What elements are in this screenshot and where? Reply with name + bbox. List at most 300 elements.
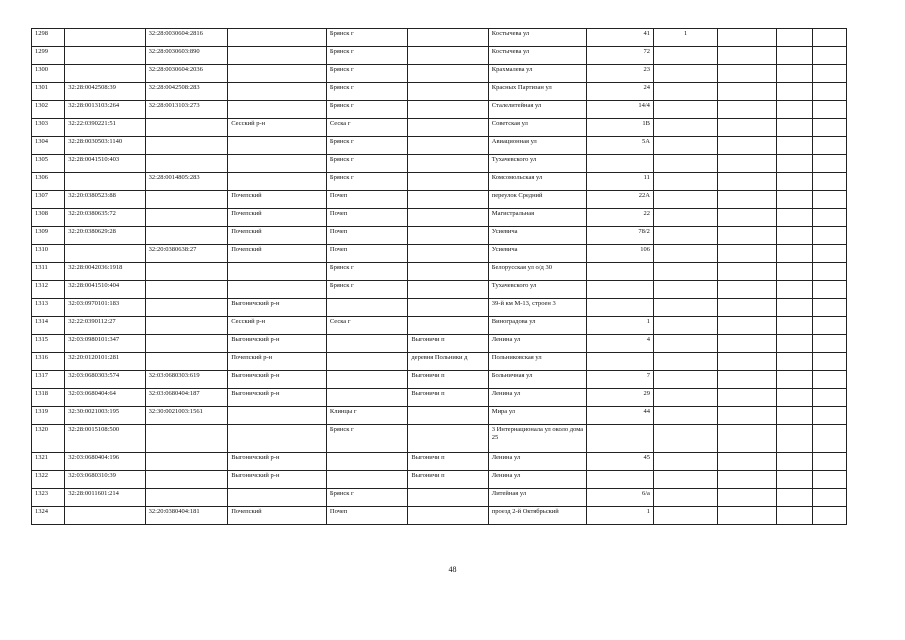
table-cell	[326, 353, 408, 371]
table-cell	[587, 353, 653, 371]
table-cell: Выгоничи п	[408, 453, 488, 471]
table-cell	[812, 173, 846, 191]
table-cell	[653, 65, 717, 83]
table-cell: Сеска г	[326, 119, 408, 137]
table-cell: Советская ул	[488, 119, 587, 137]
row-number-cell: 1302	[32, 101, 65, 119]
table-cell: Сесский р-н	[228, 119, 327, 137]
table-cell	[718, 489, 777, 507]
table-cell	[65, 507, 145, 525]
table-cell: Почеп	[326, 245, 408, 263]
table-cell	[777, 263, 812, 281]
row-number-cell: 1309	[32, 227, 65, 245]
table-cell	[653, 453, 717, 471]
row-number-cell: 1299	[32, 47, 65, 65]
table-cell	[145, 227, 228, 245]
table-cell	[653, 335, 717, 353]
row-number-cell: 1324	[32, 507, 65, 525]
row-number-cell: 1315	[32, 335, 65, 353]
table-row	[32, 317, 847, 335]
table-cell	[812, 507, 846, 525]
table-cell: Усиевича	[488, 245, 587, 263]
table-cell: Виноградова ул	[488, 317, 587, 335]
table-cell: Выгоничи п	[408, 389, 488, 407]
table-cell	[65, 47, 145, 65]
table-cell: Брянск г	[326, 173, 408, 191]
table-cell	[145, 281, 228, 299]
table-cell: Брянск г	[326, 489, 408, 507]
table-cell: 32:28:0013103:264	[65, 101, 145, 119]
table-cell	[812, 471, 846, 489]
row-number-cell: 1310	[32, 245, 65, 263]
table-cell: 32:28:0042036:1918	[65, 263, 145, 281]
table-cell	[718, 65, 777, 83]
row-number-cell: 1307	[32, 191, 65, 209]
table-cell	[653, 281, 717, 299]
table-cell: Брянск г	[326, 263, 408, 281]
table-row	[32, 101, 847, 119]
table-cell	[145, 317, 228, 335]
table-cell	[228, 83, 327, 101]
table-cell	[777, 453, 812, 471]
table-cell: 5А	[587, 137, 653, 155]
table-row	[32, 471, 847, 489]
table-cell	[408, 209, 488, 227]
row-number-cell: 1320	[32, 425, 65, 453]
table-cell: Усиевича	[488, 227, 587, 245]
table-cell: 72	[587, 47, 653, 65]
table-cell	[408, 407, 488, 425]
table-cell	[718, 507, 777, 525]
table-cell: Выгоничи п	[408, 335, 488, 353]
row-number-cell: 1304	[32, 137, 65, 155]
table-cell	[228, 101, 327, 119]
table-cell	[228, 29, 327, 47]
table-cell: 32:03:0970101:183	[65, 299, 145, 317]
table-row	[32, 489, 847, 507]
table-row	[32, 371, 847, 389]
table-cell	[653, 173, 717, 191]
table-cell	[718, 281, 777, 299]
table-cell	[408, 299, 488, 317]
table-cell	[653, 425, 717, 453]
table-cell	[718, 29, 777, 47]
row-number-cell: 1303	[32, 119, 65, 137]
table-cell: 6/а	[587, 489, 653, 507]
table-cell	[228, 425, 327, 453]
table-cell	[777, 155, 812, 173]
table-cell	[145, 155, 228, 173]
table-cell: Брянск г	[326, 425, 408, 453]
table-cell	[408, 489, 488, 507]
table-cell	[408, 173, 488, 191]
table-cell	[653, 353, 717, 371]
table-cell: 1В	[587, 119, 653, 137]
table-cell: Выгоничский р-н	[228, 453, 327, 471]
table-cell	[718, 137, 777, 155]
table-cell: 32:20:0120101:281	[65, 353, 145, 371]
row-number-cell: 1321	[32, 453, 65, 471]
table-cell	[812, 83, 846, 101]
table-cell: Сесский р-н	[228, 317, 327, 335]
table-cell	[777, 209, 812, 227]
table-cell	[777, 245, 812, 263]
table-cell: 32:30:0021003:195	[65, 407, 145, 425]
table-cell	[718, 263, 777, 281]
table-cell	[587, 471, 653, 489]
table-cell	[326, 371, 408, 389]
table-cell: Брянск г	[326, 101, 408, 119]
table-cell: 29	[587, 389, 653, 407]
table-cell: Выгоничский р-н	[228, 389, 327, 407]
table-cell	[812, 371, 846, 389]
table-cell: 1	[587, 317, 653, 335]
table-cell: 1	[587, 507, 653, 525]
table-cell: 44	[587, 407, 653, 425]
table-cell	[326, 389, 408, 407]
table-cell: Костычева ул	[488, 47, 587, 65]
table-row	[32, 227, 847, 245]
table-cell	[228, 155, 327, 173]
table-row	[32, 173, 847, 191]
table-cell	[777, 29, 812, 47]
table-cell	[653, 299, 717, 317]
table-cell	[587, 155, 653, 173]
table-cell: 32:30:0021003:1561	[145, 407, 228, 425]
table-cell	[145, 489, 228, 507]
table-cell: Почепский р-н	[228, 353, 327, 371]
row-number-cell: 1312	[32, 281, 65, 299]
table-cell	[718, 173, 777, 191]
table-cell: Брянск г	[326, 83, 408, 101]
table-cell: Почеп	[326, 209, 408, 227]
table-cell: 32:28:0015108:500	[65, 425, 145, 453]
table-row	[32, 155, 847, 173]
table-row	[32, 335, 847, 353]
table-cell	[777, 425, 812, 453]
table-cell	[65, 65, 145, 83]
table-cell	[718, 209, 777, 227]
table-cell	[653, 263, 717, 281]
table-cell: Авиационная ул	[488, 137, 587, 155]
table-cell: Клинцы г	[326, 407, 408, 425]
table-cell: 1	[653, 29, 717, 47]
table-cell: 32:03:0680404:64	[65, 389, 145, 407]
table-cell: 7	[587, 371, 653, 389]
table-cell	[777, 471, 812, 489]
table-cell	[408, 101, 488, 119]
row-number-cell: 1313	[32, 299, 65, 317]
table-cell: 32:20:0380635:72	[65, 209, 145, 227]
table-cell	[777, 299, 812, 317]
table-cell: 78/2	[587, 227, 653, 245]
table-cell: 32:28:0030604:2036	[145, 65, 228, 83]
table-cell: Тухачевского ул	[488, 281, 587, 299]
table-cell	[718, 389, 777, 407]
table-cell	[812, 453, 846, 471]
table-cell	[653, 371, 717, 389]
table-cell: Мира ул	[488, 407, 587, 425]
table-cell: 14/4	[587, 101, 653, 119]
table-cell	[653, 489, 717, 507]
table-cell: Ленина ул	[488, 453, 587, 471]
table-cell: 32:03:0980101:347	[65, 335, 145, 353]
table-row	[32, 299, 847, 317]
row-number-cell: 1316	[32, 353, 65, 371]
table-cell	[777, 173, 812, 191]
table-cell: 32:20:0380638:27	[145, 245, 228, 263]
table-cell	[145, 453, 228, 471]
row-number-cell: 1300	[32, 65, 65, 83]
table-cell	[812, 119, 846, 137]
table-cell	[145, 263, 228, 281]
table-cell	[777, 101, 812, 119]
table-cell: 45	[587, 453, 653, 471]
table-cell: Брянск г	[326, 65, 408, 83]
table-row	[32, 191, 847, 209]
table-cell: 32:03:0680303:574	[65, 371, 145, 389]
table-cell	[777, 407, 812, 425]
table-cell	[777, 353, 812, 371]
table-cell	[777, 191, 812, 209]
table-cell: Почепский	[228, 209, 327, 227]
table-cell	[228, 173, 327, 191]
table-cell	[718, 471, 777, 489]
table-cell	[145, 425, 228, 453]
table-cell: Комсомольская ул	[488, 173, 587, 191]
table-cell	[777, 371, 812, 389]
table-cell: 32:28:0041510:404	[65, 281, 145, 299]
table-cell	[718, 227, 777, 245]
table-cell	[145, 209, 228, 227]
table-cell	[718, 101, 777, 119]
table-cell	[408, 83, 488, 101]
table-cell: Ленина ул	[488, 335, 587, 353]
table-cell: Белорусская ул о/д 30	[488, 263, 587, 281]
table-cell	[812, 281, 846, 299]
table-cell: 4	[587, 335, 653, 353]
table-cell	[408, 281, 488, 299]
table-cell: Выгоничи п	[408, 471, 488, 489]
table-cell: 23	[587, 65, 653, 83]
table-cell	[408, 65, 488, 83]
table-cell	[812, 245, 846, 263]
table-cell	[812, 65, 846, 83]
table-cell	[812, 101, 846, 119]
table-cell	[777, 47, 812, 65]
table-cell: Крахмалева ул	[488, 65, 587, 83]
table-cell	[408, 29, 488, 47]
table-cell: Почепский	[228, 191, 327, 209]
table-cell	[653, 227, 717, 245]
registry-table	[31, 28, 847, 525]
table-cell	[326, 453, 408, 471]
table-cell: Почепский	[228, 227, 327, 245]
table-cell	[777, 317, 812, 335]
table-cell: переулок Средний	[488, 191, 587, 209]
table-cell	[408, 155, 488, 173]
table-cell	[145, 335, 228, 353]
table-cell	[326, 335, 408, 353]
table-cell: Брянск г	[326, 29, 408, 47]
table-cell	[777, 335, 812, 353]
table-cell	[145, 119, 228, 137]
table-cell: Выгоничи п	[408, 371, 488, 389]
table-cell	[228, 65, 327, 83]
table-cell: 32:22:0390221:51	[65, 119, 145, 137]
table-body	[32, 29, 847, 525]
table-cell: 32:28:0041510:403	[65, 155, 145, 173]
table-cell	[812, 137, 846, 155]
table-cell	[812, 407, 846, 425]
table-cell	[777, 389, 812, 407]
table-cell: 32:28:0042508:283	[145, 83, 228, 101]
table-cell	[812, 353, 846, 371]
table-cell	[587, 425, 653, 453]
table-cell	[718, 119, 777, 137]
table-cell	[718, 83, 777, 101]
table-row	[32, 281, 847, 299]
table-cell	[587, 281, 653, 299]
table-cell: Литейная ул	[488, 489, 587, 507]
table-cell	[408, 47, 488, 65]
row-number-cell: 1308	[32, 209, 65, 227]
table-cell	[812, 335, 846, 353]
row-number-cell: 1319	[32, 407, 65, 425]
table-row	[32, 137, 847, 155]
page-number: 48	[448, 565, 457, 574]
table-cell	[228, 281, 327, 299]
table-cell	[653, 317, 717, 335]
table-cell: Красных Партизан ул	[488, 83, 587, 101]
table-cell	[587, 263, 653, 281]
table-cell	[812, 155, 846, 173]
table-cell	[408, 263, 488, 281]
table-row	[32, 263, 847, 281]
table-cell: Выгоничский р-н	[228, 471, 327, 489]
table-cell	[812, 489, 846, 507]
table-cell: 24	[587, 83, 653, 101]
table-cell	[408, 317, 488, 335]
table-cell	[228, 47, 327, 65]
table-cell	[653, 407, 717, 425]
table-cell	[587, 299, 653, 317]
table-cell	[228, 263, 327, 281]
table-row	[32, 83, 847, 101]
table-cell	[718, 155, 777, 173]
table-cell: деревня Польники д	[408, 353, 488, 371]
row-number-cell: 1318	[32, 389, 65, 407]
table-cell	[718, 47, 777, 65]
table-cell	[145, 353, 228, 371]
table-cell	[653, 119, 717, 137]
table-row	[32, 453, 847, 471]
table-cell	[408, 119, 488, 137]
table-cell: Выгоничский р-н	[228, 371, 327, 389]
table-cell	[653, 101, 717, 119]
table-cell: 32:03:0680404:187	[145, 389, 228, 407]
table-cell	[718, 425, 777, 453]
table-cell	[326, 471, 408, 489]
table-cell	[718, 191, 777, 209]
table-cell	[718, 335, 777, 353]
table-cell	[145, 191, 228, 209]
table-cell: Сталелитейная ул	[488, 101, 587, 119]
table-row	[32, 407, 847, 425]
row-number-cell: 1301	[32, 83, 65, 101]
table-row	[32, 353, 847, 371]
table-cell	[408, 227, 488, 245]
table-cell: 32:03:0680303:619	[145, 371, 228, 389]
table-cell	[65, 29, 145, 47]
table-cell: Выгоничский р-н	[228, 299, 327, 317]
table-cell	[718, 299, 777, 317]
table-cell	[65, 245, 145, 263]
table-cell: Почепский	[228, 507, 327, 525]
table-cell: 32:28:0030604:2816	[145, 29, 228, 47]
table-cell	[718, 371, 777, 389]
table-row	[32, 65, 847, 83]
table-cell: проезд 2-й Октябрьский	[488, 507, 587, 525]
table-row	[32, 245, 847, 263]
table-cell	[653, 245, 717, 263]
table-row	[32, 119, 847, 137]
table-cell: 32:03:0680404:196	[65, 453, 145, 471]
table-row	[32, 389, 847, 407]
table-row	[32, 29, 847, 47]
table-cell	[408, 507, 488, 525]
table-cell: Сеска г	[326, 317, 408, 335]
row-number-cell: 1311	[32, 263, 65, 281]
table-cell: 39-й км М-13, строен 3	[488, 299, 587, 317]
table-cell	[777, 227, 812, 245]
table-cell	[653, 471, 717, 489]
table-row	[32, 507, 847, 525]
table-cell	[408, 137, 488, 155]
table-cell: Брянск г	[326, 155, 408, 173]
table-cell: 22А	[587, 191, 653, 209]
table-cell	[718, 453, 777, 471]
table-cell	[145, 137, 228, 155]
table-cell: 32:28:0030503:1140	[65, 137, 145, 155]
row-number-cell: 1323	[32, 489, 65, 507]
table-cell	[228, 137, 327, 155]
table-cell	[812, 389, 846, 407]
table-cell	[65, 173, 145, 191]
row-number-cell: 1322	[32, 471, 65, 489]
table-cell	[777, 119, 812, 137]
table-cell: 22	[587, 209, 653, 227]
row-number-cell: 1306	[32, 173, 65, 191]
table-cell: Ленина ул	[488, 389, 587, 407]
table-cell	[718, 407, 777, 425]
table-cell	[653, 83, 717, 101]
table-cell	[777, 281, 812, 299]
table-cell	[653, 47, 717, 65]
table-cell	[812, 191, 846, 209]
table-cell	[653, 191, 717, 209]
table-cell: Почеп	[326, 507, 408, 525]
table-cell	[777, 137, 812, 155]
table-cell: 32:28:0013103:273	[145, 101, 228, 119]
table-cell: Больничная ул	[488, 371, 587, 389]
table-cell: Ленина ул	[488, 471, 587, 489]
table-cell	[228, 407, 327, 425]
table-cell	[718, 317, 777, 335]
table-cell	[145, 471, 228, 489]
table-cell: 32:28:0030603:890	[145, 47, 228, 65]
table-cell	[812, 227, 846, 245]
